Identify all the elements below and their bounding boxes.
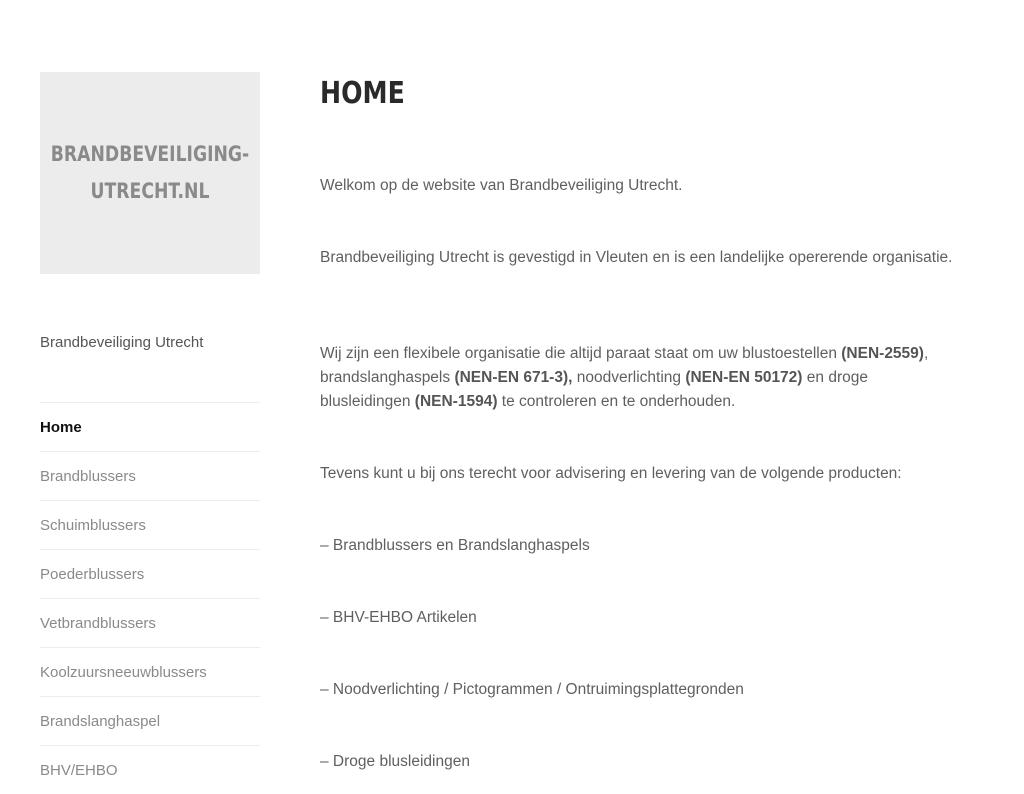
main-navigation: [40, 402, 260, 794]
services-paragraph: [320, 342, 960, 414]
page-title: HOME: [320, 76, 405, 111]
welcome-paragraph: Welkom op de website van Brandbeveiliging Utrecht.: [320, 177, 683, 194]
logo-text: [51, 136, 249, 210]
sidebar: [40, 72, 260, 779]
product-item: – Brandblussers en Brandslanghaspels: [320, 537, 590, 554]
nav-item-schuimblussers[interactable]: Schuimblussers: [40, 500, 260, 549]
services-text-4: en droge blusleidingen: [320, 369, 868, 410]
norm-nen-2559: (NEN-2559): [841, 345, 924, 362]
nav-item-bhv-ehbo[interactable]: BHV/EHBO: [40, 745, 260, 794]
product-item: – Droge blusleidingen: [320, 753, 470, 770]
norm-nen-en-671-3: (NEN-EN 671-3),: [454, 369, 573, 386]
services-text-1: Wij zijn een flexibele organisatie die altijd paraat staat om uw blustoestellen: [320, 345, 842, 362]
site-logo[interactable]: [40, 72, 260, 274]
nav-item-koolzuursneeuwblussers[interactable]: Koolzuursneeuwblussers: [40, 647, 260, 696]
norm-nen-en-50172: (NEN-EN 50172): [685, 369, 803, 386]
intro-paragraph: Brandbeveiliging Utrecht is gevestigd in Vleuten en is een landelijke opererende organisatie.: [320, 249, 953, 266]
logo-line-2: UTRECHT.NL: [90, 179, 210, 203]
nav-item-vetbrandblussers[interactable]: Vetbrandblussers: [40, 598, 260, 647]
nav-item-home[interactable]: Home: [40, 402, 260, 451]
nav-item-poederblussers[interactable]: Poederblussers: [40, 549, 260, 598]
product-item: – Noodverlichting / Pictogrammen / Ontruimingsplattegronden: [320, 681, 744, 698]
nav-item-brandslanghaspel[interactable]: Brandslanghaspel: [40, 696, 260, 745]
product-item: – BHV-EHBO Artikelen: [320, 609, 477, 626]
services-text-2: , brandslanghaspels: [320, 345, 929, 386]
site-tagline: Brandbeveiliging Utrecht: [40, 334, 204, 351]
nav-item-brandblussers[interactable]: Brandblussers: [40, 451, 260, 500]
services-text-3: noodverlichting: [572, 369, 686, 386]
norm-nen-1594: (NEN-1594): [414, 393, 498, 410]
services-text-5: te controleren en te onderhouden.: [497, 393, 736, 410]
main-content: [320, 72, 960, 770]
advice-paragraph: Tevens kunt u bij ons terecht voor advisering en levering van de volgende producten:: [320, 465, 902, 482]
logo-line-1: BRANDBEVEILIGING-: [50, 142, 250, 166]
